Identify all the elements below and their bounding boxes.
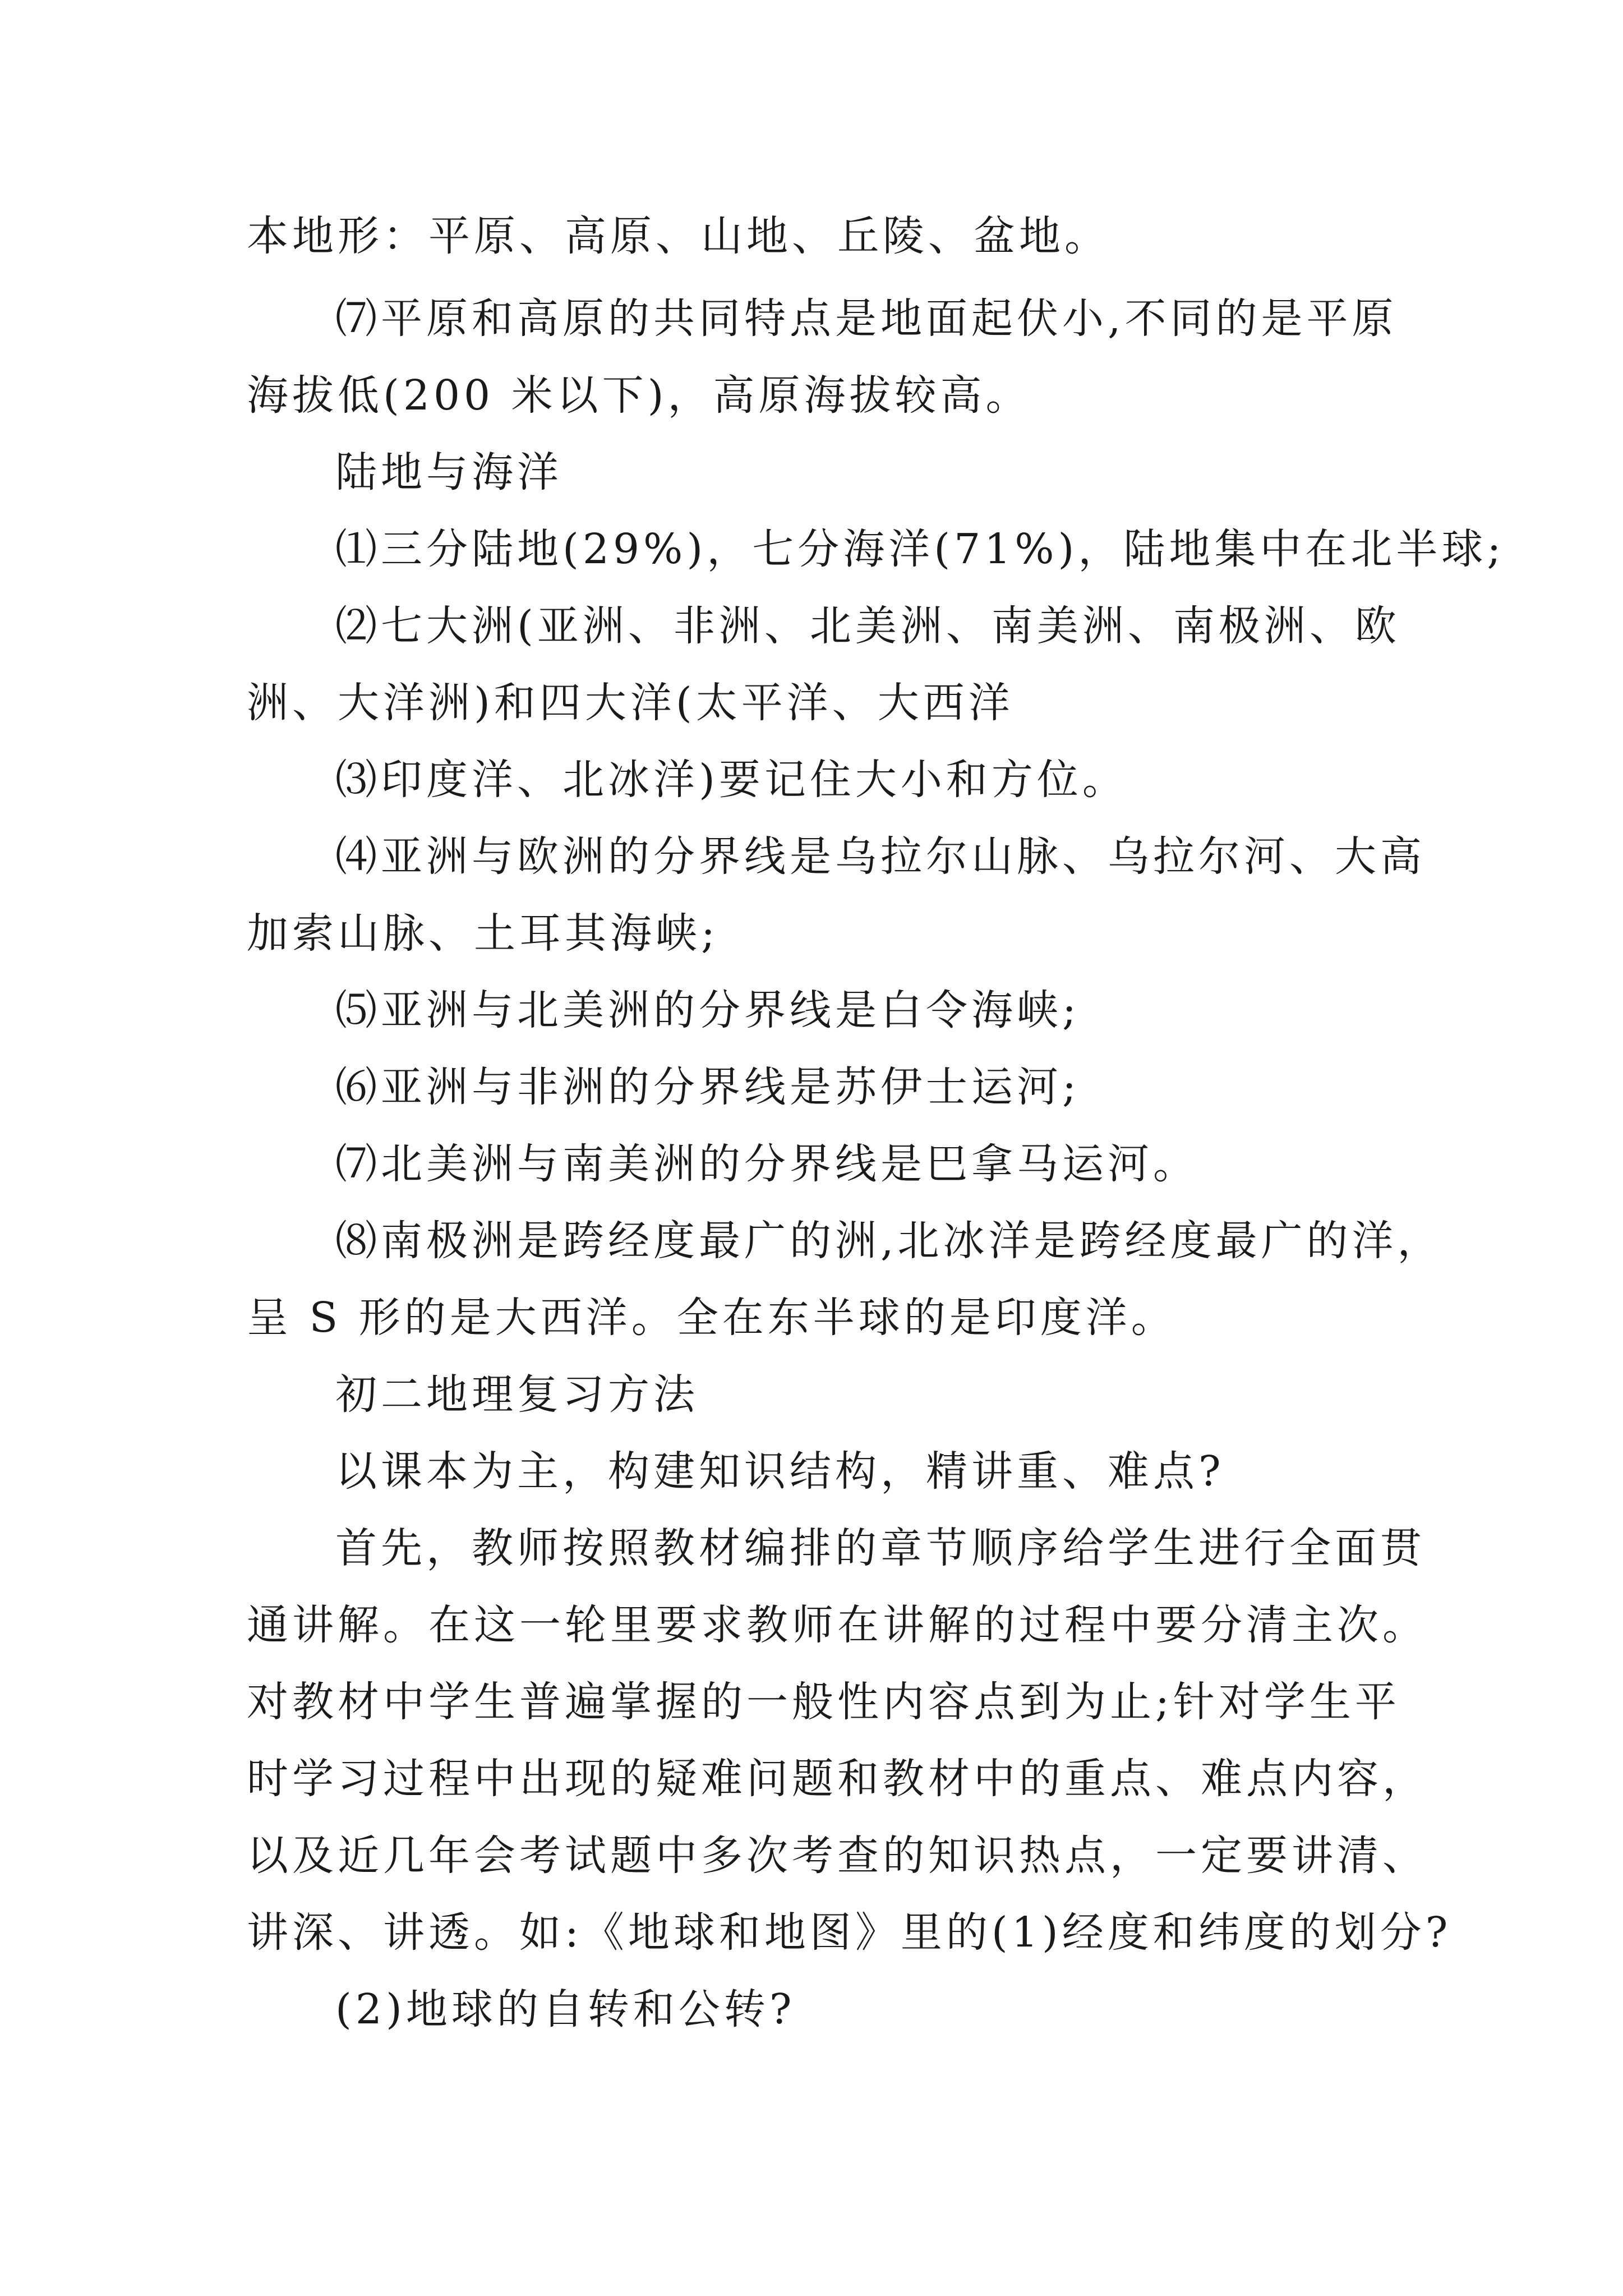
- text-line: 本地形：平原、高原、山地、丘陵、盆地。: [247, 212, 1110, 260]
- text-line: 时学习过程中出现的疑难问题和教材中的重点、难点内容，: [247, 1755, 1428, 1803]
- text-line: 以课本为主，构建知识结构，精讲重、难点?: [335, 1447, 1225, 1496]
- text-line: ⑶印度洋、北冰洋)要记住大小和方位。: [335, 756, 1128, 804]
- text-line: 首先，教师按照教材编排的章节顺序给学生进行全面贯: [335, 1524, 1426, 1572]
- text-line: 通讲解。在这一轮里要求教师在讲解的过程中要分清主次。: [247, 1601, 1428, 1649]
- text-line: ⑵七大洲(亚洲、非洲、北美洲、南美洲、南极洲、欧: [335, 602, 1400, 650]
- text-line: 加索山脉、土耳其海峡;: [247, 909, 719, 958]
- text-line: 海拔低(200 米以下)，高原海拔较高。: [247, 371, 1031, 420]
- text-line: ⑸亚洲与北美洲的分界线是白令海峡;: [335, 986, 1080, 1034]
- text-line: 呈 S 形的是大西洋。全在东半球的是印度洋。: [247, 1294, 1177, 1342]
- section-heading: 陆地与海洋: [335, 448, 562, 496]
- text-line: ⑺北美洲与南美洲的分界线是巴拿马运河。: [335, 1140, 1198, 1188]
- text-line: 洲、大洋洲)和四大洋(太平洋、大西洋: [247, 679, 1014, 727]
- text-line: (2)地球的自转和公转?: [335, 1985, 796, 2033]
- section-heading: 初二地理复习方法: [335, 1370, 699, 1419]
- text-line: 以及近几年会考试题中多次考查的知识热点，一定要讲清、: [247, 1832, 1428, 1880]
- text-line: ⑺平原和高原的共同特点是地面起伏小,不同的是平原: [335, 295, 1398, 343]
- text-line: ⑹亚洲与非洲的分界线是苏伊士运河;: [335, 1063, 1080, 1111]
- text-line: ⑻南极洲是跨经度最广的洲,北冰洋是跨经度最广的洋，: [335, 1217, 1443, 1265]
- text-line: 讲深、讲透。如:《地球和地图》里的(1)经度和纬度的划分?: [247, 1908, 1452, 1957]
- text-line: ⑴三分陆地(29%)，七分海洋(71%)，陆地集中在北半球;: [335, 525, 1505, 573]
- text-line: 对教材中学生普遍掌握的一般性内容点到为止;针对学生平: [247, 1678, 1400, 1726]
- text-line: ⑷亚洲与欧洲的分界线是乌拉尔山脉、乌拉尔河、大高: [335, 832, 1426, 881]
